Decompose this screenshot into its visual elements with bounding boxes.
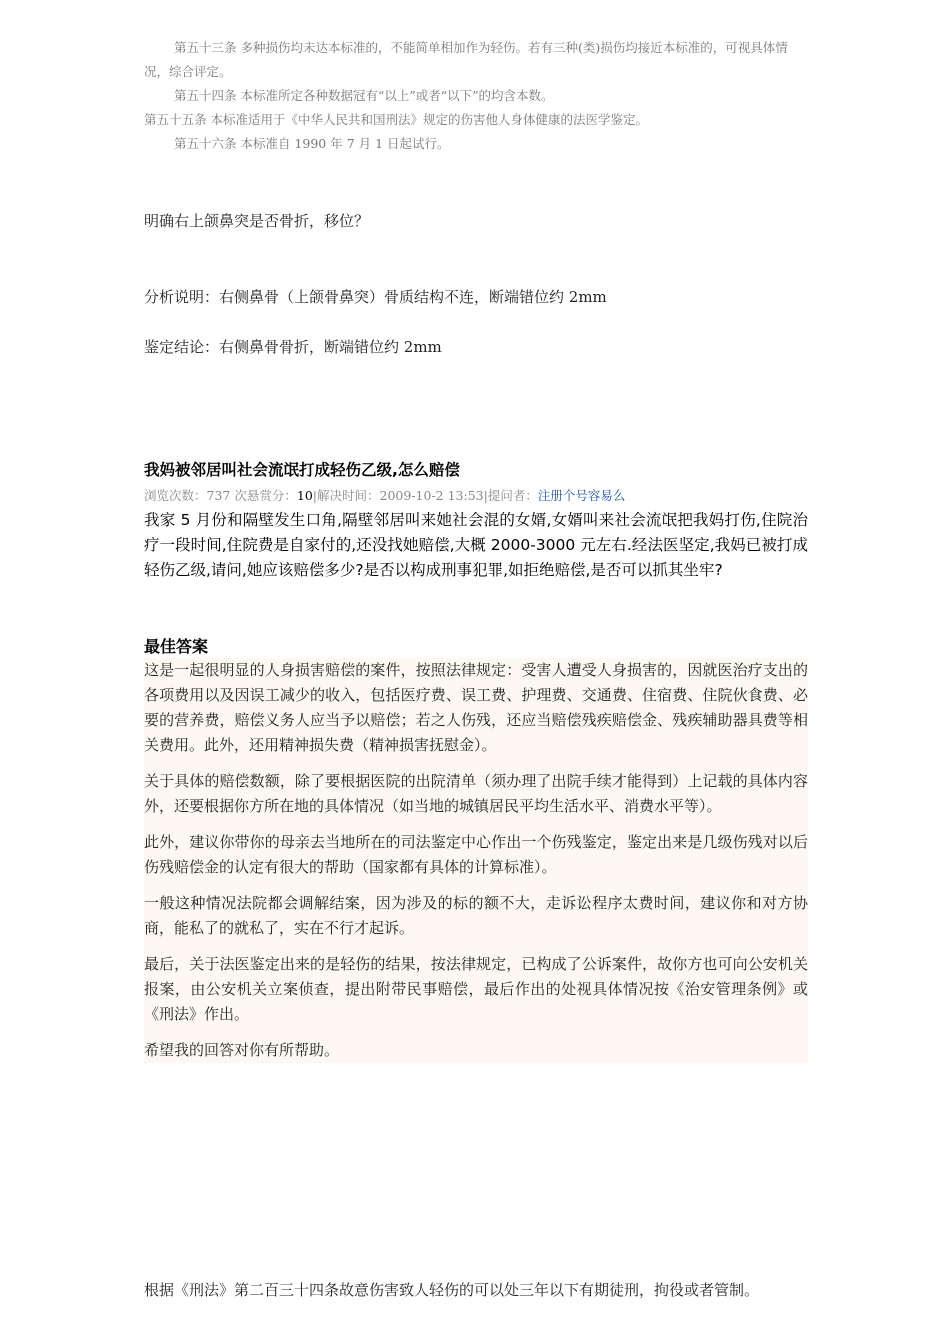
asker-link[interactable]: 注册个号容易么 — [537, 488, 626, 503]
answer-paragraph: 最后，关于法医鉴定出来的是轻伤的结果，按法律规定，已构成了公诉案件，故你方也可向公安机关报案，由公安机关立案侦查，提出附带民事赔偿，最后作出的处视具体情况按《治安管理条例》或《刑法》作出。 — [144, 955, 808, 1023]
footer-note: 根据《刑法》第二百三十四条故意伤害致人轻伤的可以处三年以下有期徒刑，拘役或者管制。 — [144, 1281, 760, 1299]
views-label: 浏览次数： — [144, 488, 207, 503]
asker-label: 提问者： — [487, 488, 538, 503]
answer-paragraph: 此外，建议你带你的母亲去当地所在的司法鉴定中心作出一个伤残鉴定，鉴定出来是几级伤残对以后伤残赔偿金的认定有很大的帮助（国家都有具体的计算标准）。 — [144, 833, 808, 876]
law-articles — [144, 36, 808, 156]
article-55: 第五十五条 本标准适用于《中华人民共和国刑法》规定的伤害他人身体健康的法医学鉴定。 — [144, 112, 648, 127]
meta-separator: | — [312, 488, 317, 503]
reward-value: 10 — [296, 488, 313, 503]
article-54: 第五十四条 本标准所定各种数据冠有“以上”或者“以下”的均含本数。 — [174, 88, 554, 103]
views-unit: 次 — [230, 488, 247, 503]
conclusion-text: 鉴定结论：右侧鼻骨骨折，断端错位约 2mm — [144, 338, 442, 356]
reward-label: 悬赏分： — [246, 488, 297, 503]
views-count: 737 — [206, 488, 231, 503]
meta-separator: | — [483, 488, 488, 503]
article-53: 第五十三条 多种损伤均未达本标准的，不能简单相加作为轻伤。若有三种(类)损伤均接近本标准的，可视具体情况，综合评定。 — [144, 40, 788, 79]
article-56: 第五十六条 本标准自 1990 年 7 月 1 日起试行。 — [174, 136, 450, 151]
answer-paragraph: 这是一起很明显的人身损害赔偿的案件，按照法律规定：受害人遭受人身损害的，因就医治疗支出的各项费用以及因误工减少的收入，包括医疗费、误工费、护理费、交通费、住宿费、住院伙食费、必要的营养费，赔偿义务人应当予以赔偿；若之人伤残，还应当赔偿残疾赔偿金、残疾辅助器具费等相关费用。此外，还用精神损失费（精神损害抚慰金）。 — [144, 661, 808, 754]
answer-paragraph: 希望我的回答对你有所帮助。 — [144, 1041, 340, 1059]
best-answer-body — [144, 658, 808, 1063]
solved-time: 2009-10-2 13:53 — [379, 488, 484, 503]
qa-title: 我妈被邻居叫社会流氓打成轻伤乙级,怎么赔偿 — [144, 461, 460, 479]
answer-paragraph: 一般这种情况法院都会调解结案，因为涉及的标的额不大，走诉讼程序太费时间，建议你和对方协商，能私了的就私了，实在不行才起诉。 — [144, 894, 808, 937]
question-body: 我家 5 月份和隔壁发生口角,隔壁邻居叫来她社会混的女婿,女婿叫来社会流氓把我妈打伤,住院治疗一段时间,住院费是自家付的,还没找她赔偿,大概 2000-3000 元左右.经法医坚定,我妈已被打成轻伤乙级,请问,她应该赔偿多少?是否以构成刑事犯罪,如拒绝赔偿,是否可以抓其坐牢? — [144, 511, 808, 579]
answer-paragraph: 关于具体的赔偿数额，除了要根据医院的出院清单（须办理了出院手续才能得到）上记载的具体内容外，还要根据你方所在地的具体情况（如当地的城镇居民平均生活水平、消费水平等）。 — [144, 772, 808, 815]
best-answer-title: 最佳答案 — [144, 637, 209, 656]
analysis-text: 分析说明：右侧鼻骨（上颌骨鼻突）骨质结构不连，断端错位约 2mm — [144, 288, 607, 306]
solved-label: 解决时间： — [317, 488, 380, 503]
question-line: 明确右上颌鼻突是否骨折，移位？ — [144, 212, 370, 230]
qa-meta — [144, 486, 808, 504]
